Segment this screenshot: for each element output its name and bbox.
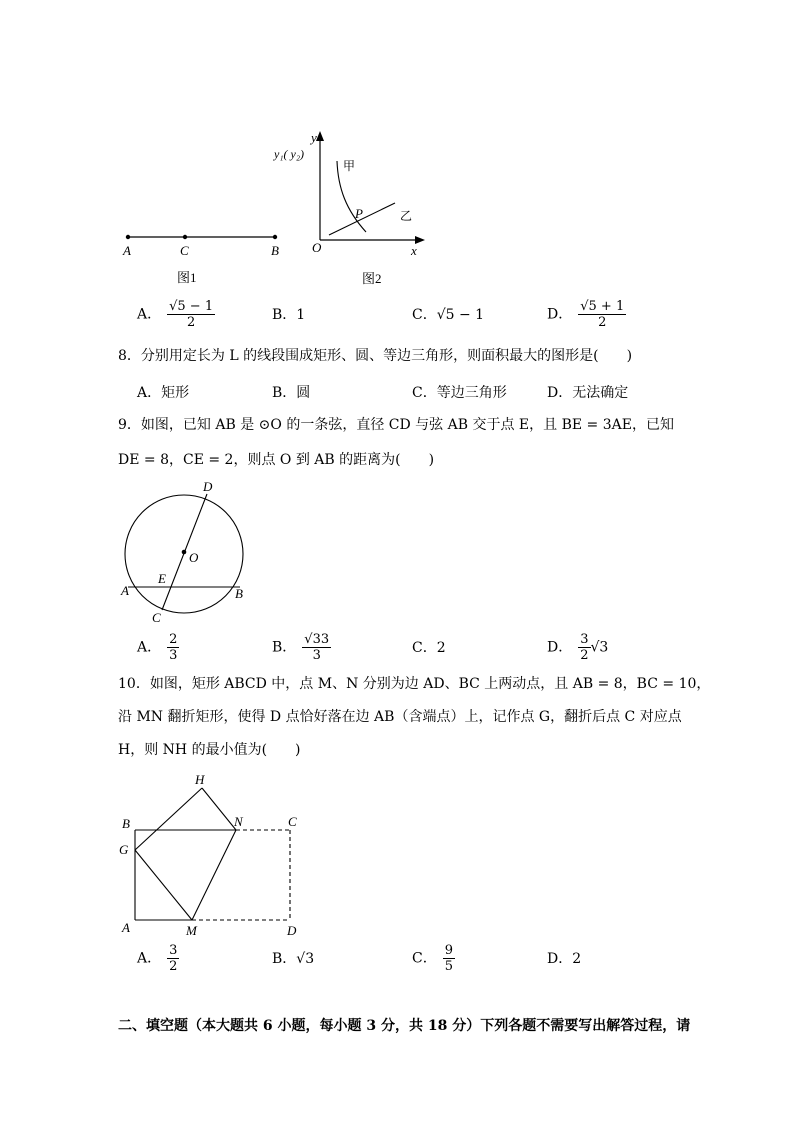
q10-option-d[interactable]: D．2 (547, 951, 582, 967)
q9-option-a[interactable]: A． $\frac{2}{3}$ (137, 632, 178, 663)
q9-option-c[interactable]: C．2 (412, 640, 446, 656)
caption-fig2: 图2 (362, 271, 382, 286)
x-axis-label: x (411, 243, 417, 258)
y-axis-arrow (316, 131, 324, 141)
q7-option-d[interactable]: D． $\frac{√5 + 1}{2}$ (547, 299, 625, 330)
q7-option-c[interactable]: C．√5 − 1 (412, 307, 485, 323)
fold-mn (192, 830, 236, 920)
q10-stem-line2: 沿 MN 翻折矩形，使得 D 点恰好落在边 AB（含端点）上，记作点 G，翻折后点 C 对应点 (118, 709, 682, 725)
fraction: $\frac{√5 - 1}{2}$ (169, 299, 214, 330)
fraction: $\frac{√33}{3}$ (304, 632, 330, 663)
q10-option-a[interactable]: A． $\frac{3}{2}$ (137, 943, 178, 974)
label-a: A (121, 583, 129, 598)
label-b: B (122, 816, 130, 831)
line-yi-label: 乙 (400, 209, 413, 223)
label-c: C (152, 610, 161, 625)
q10-option-b[interactable]: B．√3 (272, 951, 315, 967)
fraction: $\frac{9}{5}$ (444, 943, 453, 974)
label-m: M (186, 923, 197, 938)
label-e: E (158, 571, 166, 586)
q7-option-b[interactable]: B．1 (272, 307, 306, 323)
q8-option-a[interactable]: A．矩形 (137, 385, 190, 401)
center-o (182, 550, 187, 555)
q8-stem: 8．分别用定长为 L 的线段围成矩形、圆、等边三角形，则面积最大的图形是( ) (118, 348, 633, 364)
y-axis-label: y (311, 130, 317, 145)
label-c: C (180, 243, 189, 258)
q8-option-c[interactable]: C．等边三角形 (412, 385, 507, 401)
q9-stem-line2: DE = 8，CE = 2，则点 O 到 AB 的距离为( ) (118, 452, 435, 468)
point-p-label: P (355, 206, 363, 221)
figure-2 (270, 128, 430, 290)
label-o: O (189, 550, 199, 565)
label-d: D (203, 479, 213, 494)
caption-fig1: 图1 (177, 270, 197, 285)
curve-jia-label: 甲 (343, 159, 356, 173)
label-a: A (123, 243, 131, 258)
fraction: $\frac{2}{3}$ (169, 632, 178, 663)
label-d: D (287, 923, 297, 938)
label-a: A (122, 920, 130, 935)
point-a (126, 235, 130, 239)
q7-option-a[interactable]: A． $\frac{√5 - 1}{2}$ (137, 299, 214, 330)
q9-option-b[interactable]: B． $\frac{√33}{3}$ (272, 632, 330, 663)
figure-1 (115, 225, 295, 290)
q10-stem-line1: 10．如图，矩形 ABCD 中，点 M、N 分别为边 AD、BC 上两动点，且 AB = 8，BC = 10， (118, 676, 711, 692)
point-c (183, 235, 187, 239)
section-2-heading: 二、填空题（本大题共 6 小题，每小题 3 分，共 18 分）下列各题不需要写出解答过程，请 (118, 1018, 691, 1034)
q10-rectangle-figure (115, 770, 315, 940)
q9-option-d[interactable]: D． $\frac{3}{2}$ √3 (547, 632, 609, 663)
q8-option-d[interactable]: D．无法确定 (547, 385, 629, 401)
label-c: C (288, 814, 297, 829)
q9-stem-line1: 9．如图，已知 AB 是 ⊙O 的一条弦，直径 CD 与弦 AB 交于点 E，且 BE = 3AE，已知 (118, 417, 674, 433)
fraction: $\frac{3}{2}$ (580, 632, 589, 663)
fraction: $\frac{3}{2}$ (169, 943, 178, 974)
q10-option-c[interactable]: C． $\frac{9}{5}$ (412, 943, 453, 974)
fraction: $\frac{√5 + 1}{2}$ (580, 299, 625, 330)
origin-label: O (312, 240, 322, 255)
label-b: B (235, 586, 243, 601)
segment-gh (135, 788, 202, 850)
label-h: H (195, 772, 205, 787)
segment-gm (135, 850, 192, 920)
q8-option-b[interactable]: B．圆 (272, 385, 311, 401)
q9-circle-figure (115, 478, 255, 628)
label-g: G (119, 842, 129, 857)
label-n: N (234, 814, 243, 829)
segment-hn (202, 788, 236, 830)
q10-stem-line3: H，则 NH 的最小值为( ) (118, 742, 301, 758)
label-b: B (271, 243, 279, 258)
y-series-label: y₁( y₂) (274, 147, 304, 161)
